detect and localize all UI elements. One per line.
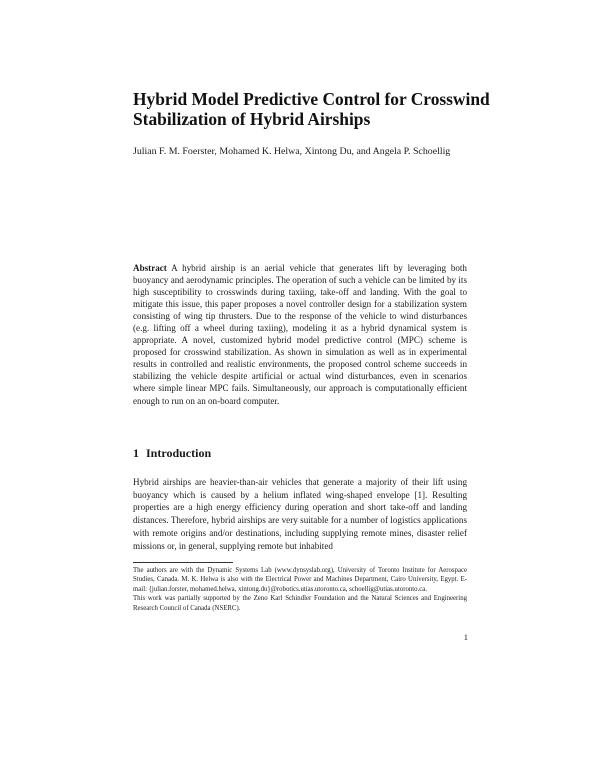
footnotes bbox=[133, 566, 467, 613]
footnote-divider bbox=[133, 562, 233, 563]
author-list: Julian F. M. Foerster, Mohamed K. Helwa, Xintong Du, and Angela P. Schoellig bbox=[133, 146, 451, 157]
page-number: 1 bbox=[463, 632, 468, 642]
abstract-text: A hybrid airship is an aerial vehicle that generates lift by leveraging both buoyancy and aerodynamic principles. The operation of such a vehicle can be limited by its high susceptibility to crosswinds during taxiing, take-off and landing. With the goal to mitigate this issue, this paper proposes a novel controller design for a stabilization system consisting of wing tip thrusters. Due to the response of the vehicle to wind disturbances (e.g. lifting off a wheel during taxiing), modeling it as a hybrid dynamical system is appropriate. A novel, customized hybrid model predictive control (MPC) scheme is proposed for crosswind stabilization. As shown in simulation as well as in experimental results in controlled and realistic environments, the proposed control scheme succeeds in stabilizing the vehicle despite artificial or actual wind disturbances, even in scenarios where simple linear MPC fails. Simultaneously, our approach is computationally efficient enough to run on an on-board computer. bbox=[133, 263, 467, 406]
footnote-funding: This work was partially supported by the Zeno Karl Schindler Foundation and the Natural Sciences and Engineering Research Council of Canada (NSERC). bbox=[133, 595, 467, 612]
abstract-heading: Abstract bbox=[133, 263, 167, 273]
section-title: Introduction bbox=[146, 446, 212, 460]
footnote-affiliation: The authors are with the Dynamic Systems Lab (www.dynsyslab.org), University of Toronto Institute for Aerospace Studies, Canada. M. K. Helwa is also with the Electrical Power and Machines Department, Cairo University, Egypt. E-mail: {julian.forster, mohamed.helwa, xintong.du}@robotics.utias.utoronto.ca, schoellig@utias.utoronto.ca. bbox=[133, 567, 467, 593]
section-heading bbox=[133, 446, 211, 460]
section-number: 1 bbox=[133, 446, 139, 460]
abstract bbox=[133, 262, 467, 407]
introduction-paragraph: Hybrid airships are heavier-than-air vehicles that generate a majority of their lift using buoyancy which is caused by a helium inflated wing-shaped envelope [1]. Resulting properties are a high energy efficiency during operation and short take-off and landing distances. Therefore, hybrid airships are very suitable for a number of logistics applications with remote origins and/or destinations, including supplying remote mines, disaster relief missions or, in general, supplying remote but inhabited bbox=[133, 477, 467, 551]
paper-title: Hybrid Model Predictive Control for Crosswind Stabilization of Hybrid Airships bbox=[133, 89, 490, 129]
